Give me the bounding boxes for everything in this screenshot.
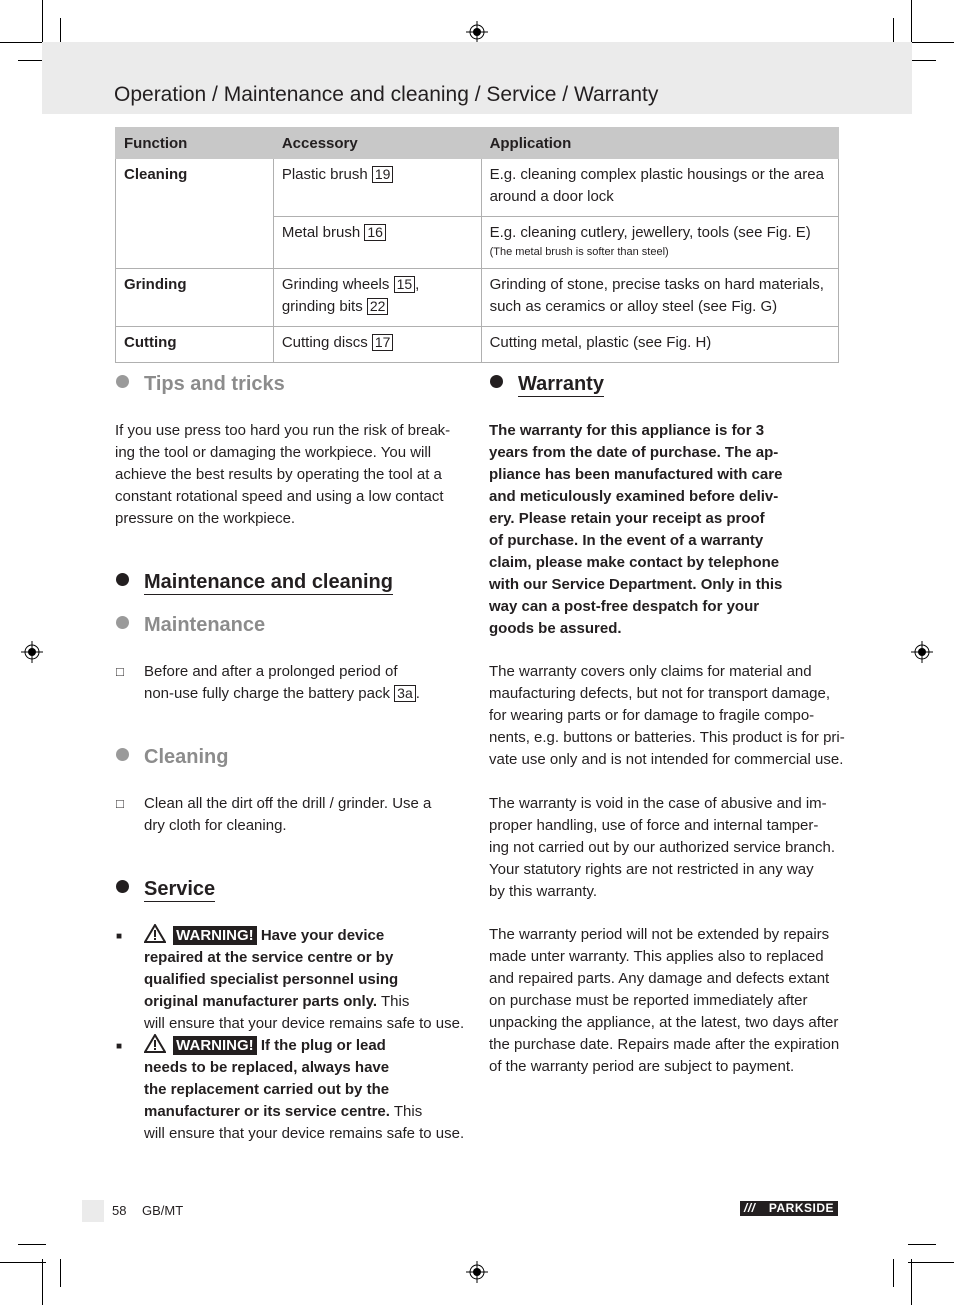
warning-badge: WARNING!: [173, 1036, 257, 1055]
text-part: original manufacturer parts only.: [144, 993, 378, 1010]
text-line: claim, please make contact by telephone: [489, 554, 780, 571]
warning-badge: WARNING!: [173, 926, 257, 945]
heading-text: Warranty: [518, 373, 604, 395]
crop-mark: [42, 0, 43, 46]
text-line: pliance has been manufactured with care: [489, 466, 783, 483]
warranty-heading: [490, 373, 604, 396]
parkside-logo: [740, 1201, 838, 1216]
application-text: E.g. cleaning cutlery, jewellery, tools (see Fig. E): [489, 224, 811, 241]
text-line: by this warranty.: [489, 883, 598, 900]
text-line: proper handling, use of force and internal tamper-: [489, 817, 819, 834]
bullet-dot-icon: [490, 375, 503, 388]
registration-mark-icon: [466, 21, 488, 43]
page-number: 58: [112, 1203, 127, 1218]
application-cell: Cutting metal, plastic (see Fig. H): [481, 327, 838, 363]
text-line: ing the tool or damaging the workpiece. You will: [115, 444, 432, 461]
accessory-name: Grinding wheels: [281, 276, 390, 293]
application-cell: Grinding of stone, precise tasks on hard materials, such as ceramics or alloy steel (see Fig. G): [481, 269, 838, 327]
text-line: way can a post-free despatch for your: [489, 598, 760, 615]
application-cell: [481, 217, 838, 269]
text-line: The warranty is void in the case of abusive and im-: [489, 795, 827, 812]
heading-text: Cleaning: [144, 746, 229, 768]
heading-text: Maintenance and cleaning: [144, 571, 393, 593]
service-warning-item: [116, 1034, 465, 1145]
heading-text: Maintenance: [144, 614, 266, 636]
text-line: [144, 991, 464, 1013]
accessory-cell: [273, 159, 481, 217]
tips-paragraph: [115, 420, 450, 530]
brand-name: PARKSIDE: [768, 1201, 834, 1215]
accessory-name: Cutting discs: [281, 334, 368, 351]
checkbox-square-icon: □: [116, 796, 124, 811]
column-header: Function: [116, 128, 274, 159]
text-line: will ensure that your device remains safe to use.: [144, 1125, 465, 1142]
text-part: This: [393, 1103, 423, 1120]
text-part: If the plug or lead: [260, 1037, 386, 1054]
column-header: Accessory: [273, 128, 481, 159]
text-line: constant rotational speed and using a low contact: [115, 488, 444, 505]
warranty-period-paragraph: [489, 924, 839, 1078]
text-line: vate use only and is not intended for commercial use.: [489, 751, 844, 768]
text-line: ing not carried out by our authorized service branch.: [489, 839, 836, 856]
warning-triangle-icon: [144, 1034, 166, 1053]
text-line: qualified specialist personnel using: [144, 971, 399, 988]
bullet-dot-icon: [116, 616, 129, 629]
bullet-dot-icon: [116, 375, 129, 388]
text-line: ery. Please retain your receipt as proof: [489, 510, 765, 527]
tips-heading: [116, 373, 285, 396]
text-line: The warranty period will not be extended by repairs: [489, 926, 830, 943]
text-line: The warranty for this appliance is for 3: [489, 422, 765, 439]
accessory-cell: [273, 327, 481, 363]
crop-mark: [60, 1259, 61, 1287]
accessory-name: Plastic brush: [281, 166, 368, 183]
function-cell: Grinding: [116, 269, 274, 327]
text-line: pressure on the workpiece.: [115, 510, 296, 527]
text-line: and repaired parts. Any damage and defects extant: [489, 970, 830, 987]
square-bullet-icon: ■: [116, 931, 123, 942]
accessory-cell: [273, 217, 481, 269]
maintenance-bullet: [116, 661, 420, 705]
registration-mark-icon: [911, 641, 933, 663]
text-line: achieve the best results by operating the tool at a: [115, 466, 442, 483]
text-line: with our Service Department. Only in this: [489, 576, 783, 593]
text-line: the replacement carried out by the: [144, 1081, 390, 1098]
heading-text: Tips and tricks: [144, 373, 285, 395]
text-line: the purchase date. Repairs made after the expiration: [489, 1036, 840, 1053]
accessory-name: grinding bits: [281, 298, 363, 315]
part-number: 15: [394, 276, 416, 293]
part-number: 3a: [394, 685, 416, 702]
text-line: nents, e.g. buttons or batteries. This product is for pri-: [489, 729, 845, 746]
square-bullet-icon: ■: [116, 1041, 123, 1052]
text-part: This: [381, 993, 410, 1010]
crop-mark: [908, 60, 936, 61]
table-row: [116, 269, 839, 327]
bullet-dot-icon: [116, 573, 129, 586]
registration-mark-icon: [466, 1261, 488, 1283]
text-line: The warranty covers only claims for material and: [489, 663, 812, 680]
text-line: made unter warranty. This applies also to replaced: [489, 948, 824, 965]
application-note: (The metal brush is softer than steel): [489, 246, 669, 258]
crop-mark: [908, 42, 954, 43]
text-line: unpacking the appliance, at the latest, two days after: [489, 1014, 839, 1031]
column-header: Application: [481, 128, 838, 159]
text-line: Before and after a prolonged period of: [144, 663, 398, 680]
text-line: [144, 1101, 464, 1123]
page-title: Operation / Maintenance and cleaning / Service / Warranty: [114, 83, 659, 106]
crop-mark: [0, 42, 46, 43]
text-line: of purchase. In the event of a warranty: [489, 532, 764, 549]
text-part: Have your device: [260, 927, 385, 944]
service-heading: [116, 878, 215, 901]
text-line: and meticulously examined before deliv-: [489, 488, 779, 505]
accessory-table: [115, 127, 839, 363]
function-cell: Cutting: [116, 327, 274, 363]
accessory-cell: Grinding wheels 15 , grinding bits 22: [273, 269, 481, 327]
part-number: 22: [367, 298, 389, 315]
text-line: maufacturing defects, but not for transport damage,: [489, 685, 831, 702]
part-number: 17: [372, 334, 394, 351]
crop-mark: [0, 1262, 46, 1263]
crop-mark: [893, 1259, 894, 1287]
logo-stripes: ///: [744, 1201, 756, 1215]
crop-mark: [908, 1244, 936, 1245]
part-number: 16: [364, 224, 386, 241]
language-code: GB/MT: [142, 1203, 184, 1218]
accessory-name: Metal brush: [281, 224, 361, 241]
table-header-row: [116, 128, 839, 159]
warranty-bold-paragraph: [489, 420, 782, 640]
crop-mark: [911, 1259, 912, 1305]
registration-mark-icon: [21, 641, 43, 663]
crop-mark: [18, 1244, 46, 1245]
cleaning-heading: [116, 746, 228, 769]
application-cell: E.g. cleaning complex plastic housings or the area around a door lock: [481, 159, 838, 217]
part-number: 19: [372, 166, 394, 183]
text-line: on purchase must be reported immediately after: [489, 992, 808, 1009]
bullet-dot-icon: [116, 880, 129, 893]
maintenance-cleaning-heading: [116, 571, 393, 594]
warranty-void-paragraph: [489, 793, 835, 903]
function-cell: Cleaning: [116, 159, 274, 269]
table-row: [116, 327, 839, 363]
text-line: of the warranty period are subject to payment.: [489, 1058, 795, 1075]
text-line: [144, 1034, 464, 1057]
text-line: Your statutory rights are not restricted in any way: [489, 861, 814, 878]
text-line: will ensure that your device remains safe to use.: [144, 1015, 465, 1032]
text-part: non-use fully charge the battery pack: [144, 685, 390, 702]
table-row: [116, 159, 839, 217]
cleaning-bullet: [116, 793, 432, 837]
text-part: manufacturer or its service centre.: [144, 1103, 390, 1120]
crop-mark: [911, 0, 912, 46]
heading-text: Service: [144, 878, 216, 900]
text-line: for wearing parts or for damage to fragile compo-: [489, 707, 815, 724]
text-line: If you use press too hard you run the risk of break-: [115, 422, 451, 439]
crop-mark: [42, 1259, 43, 1305]
text-line: [144, 924, 464, 947]
crop-mark: [908, 1262, 954, 1263]
maintenance-heading: [116, 614, 265, 637]
text-line: Clean all the dirt off the drill / grinder. Use a: [144, 795, 432, 812]
service-warning-item: [116, 924, 465, 1035]
text-line: goods be assured.: [489, 620, 622, 637]
warning-triangle-icon: [144, 924, 166, 943]
text-line: dry cloth for cleaning.: [144, 817, 287, 834]
warranty-coverage-paragraph: [489, 661, 845, 771]
text-line: needs to be replaced, always have: [144, 1059, 390, 1076]
bullet-dot-icon: [116, 748, 129, 761]
text-line: repaired at the service centre or by: [144, 949, 394, 966]
text-line: non-use fully charge the battery pack 3a .: [144, 685, 420, 702]
footer-square: [82, 1200, 104, 1222]
checkbox-square-icon: □: [116, 664, 124, 679]
text-line: years from the date of purchase. The ap-: [489, 444, 779, 461]
